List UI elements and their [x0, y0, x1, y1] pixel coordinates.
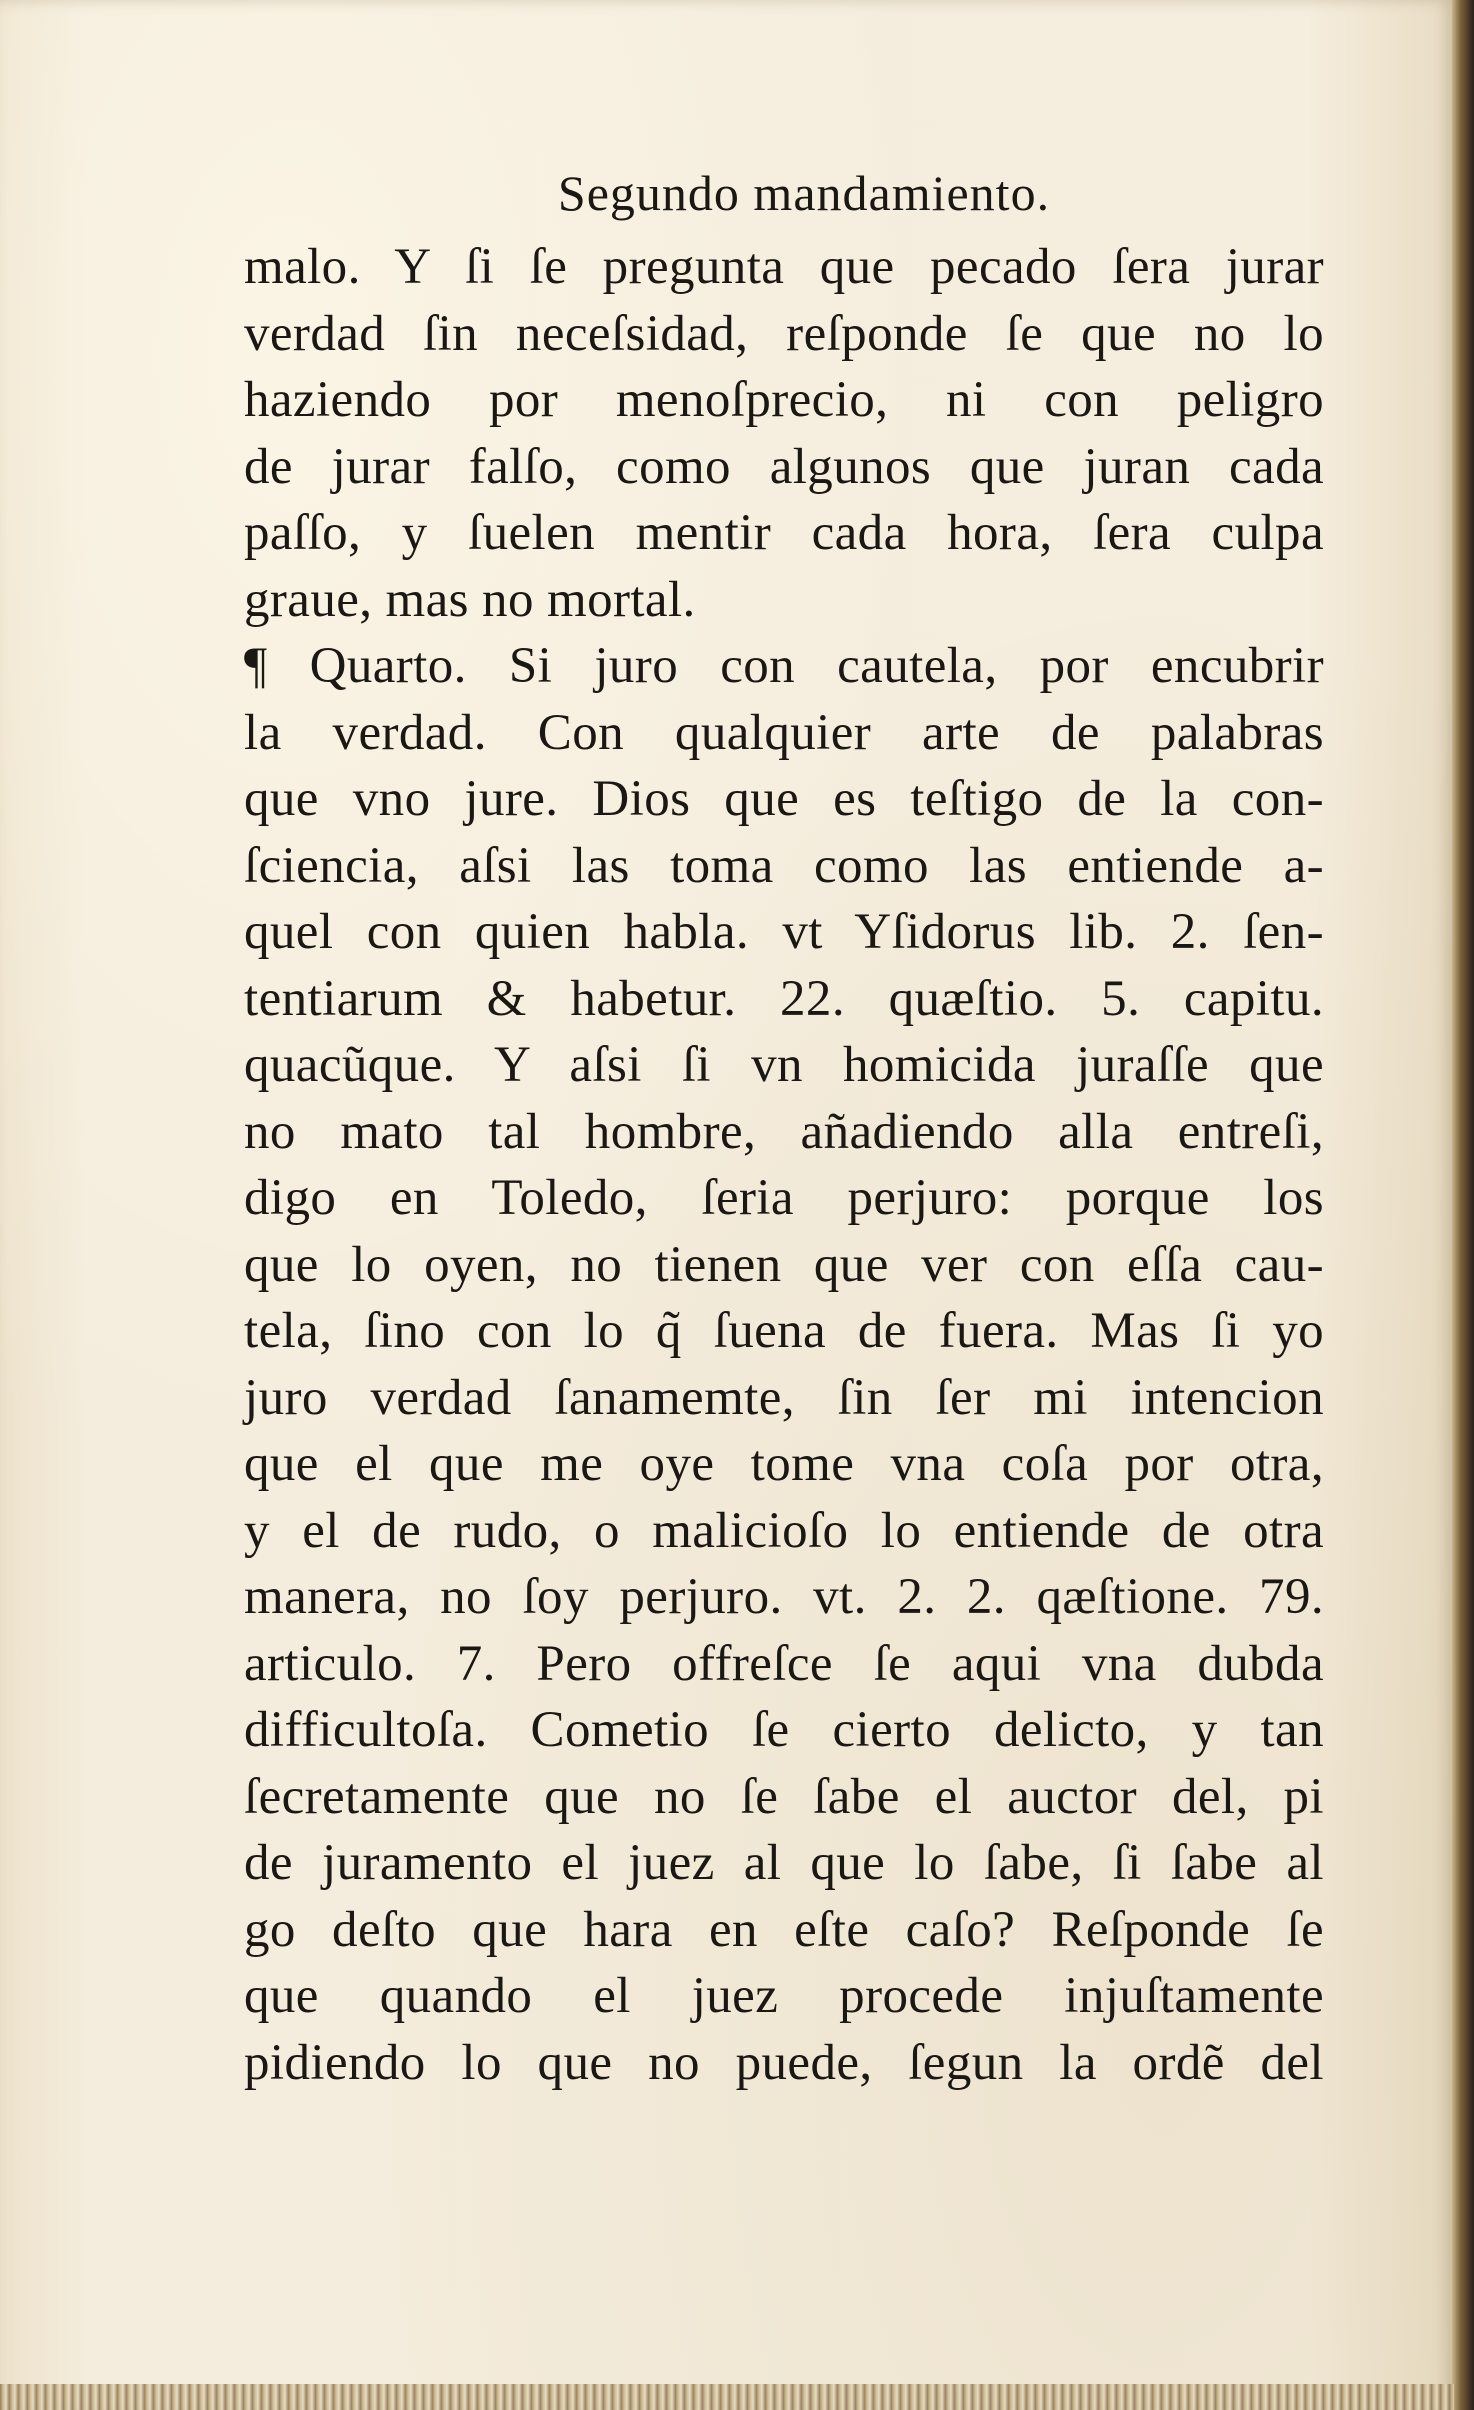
- text-line: pidiendo lo que no puede, ſegun la ordẽ del: [244, 2034, 1324, 2091]
- body-text: [244, 234, 1324, 2096]
- text-line: y el de rudo, o malicioſo lo entiende de otra: [244, 1502, 1324, 1559]
- text-line: difficultoſa. Cometio ſe cierto delicto, y tan: [244, 1702, 1324, 1758]
- text-line: haziendo por menoſprecio, ni con peligro: [244, 372, 1324, 428]
- text-line: que vno jure. Dios que es teſtigo de la con-: [244, 771, 1324, 827]
- text-line: paſſo, y ſuelen mentir cada hora, ſera culpa: [244, 505, 1324, 561]
- text-line: tela, ſino con lo q̃ ſuena de fuera. Mas ſi yo: [244, 1303, 1324, 1359]
- text-line: malo. Y ſi ſe pregunta que pecado ſera jurar: [244, 239, 1324, 295]
- text-line: go deſto que hara en eſte caſo? Reſponde ſe: [244, 1901, 1324, 1958]
- text-block: [244, 160, 1324, 2096]
- text-line: articulo. 7. Pero offreſce ſe aqui vna dubda: [244, 1635, 1324, 1692]
- text-line: ¶ Quarto. Si juro con cautela, por encubrir: [244, 638, 1324, 694]
- text-line: verdad ſin neceſsidad, reſponde ſe que no lo: [244, 305, 1324, 362]
- running-head: Segundo mandamiento.: [557, 165, 1051, 221]
- text-line: quel con quien habla. vt Yſidorus lib. 2. ſen-: [244, 904, 1324, 960]
- text-line: graue, mas no mortal.: [244, 571, 696, 628]
- text-line: digo en Toledo, ſeria perjuro: porque los: [244, 1170, 1324, 1226]
- text-line: ſecretamente que no ſe ſabe el auctor del, pi: [244, 1768, 1324, 1825]
- text-line: manera, no ſoy perjuro. vt. 2. 2. qæſtione. 79.: [244, 1569, 1324, 1625]
- text-line: juro verdad ſanamemte, ſin ſer mi intencion: [244, 1369, 1324, 1426]
- text-line: la verdad. Con qualquier arte de palabras: [244, 704, 1324, 761]
- text-line: que quando el juez procede injuſtamente: [244, 1968, 1324, 2024]
- text-line: tentiarum & habetur. 22. quæſtio. 5. capitu.: [244, 970, 1324, 1027]
- text-line: ſciencia, aſsi las toma como las entiende a-: [244, 837, 1324, 894]
- text-line: que el que me oye tome vna coſa por otra,: [244, 1436, 1324, 1492]
- text-line: no mato tal hombre, añadiendo alla entreſi,: [244, 1103, 1324, 1160]
- page-bottom-edge: [0, 2384, 1454, 2410]
- text-line: que lo oyen, no tienen que ver con eſſa cau-: [244, 1236, 1324, 1293]
- text-line: de juramento el juez al que lo ſabe, ſi ſabe al: [244, 1835, 1324, 1891]
- text-line: de jurar falſo, como algunos que juran cada: [244, 438, 1324, 495]
- text-line: quacũque. Y aſsi ſi vn homicida juraſſe que: [244, 1037, 1324, 1093]
- page-edge: [1452, 0, 1474, 2410]
